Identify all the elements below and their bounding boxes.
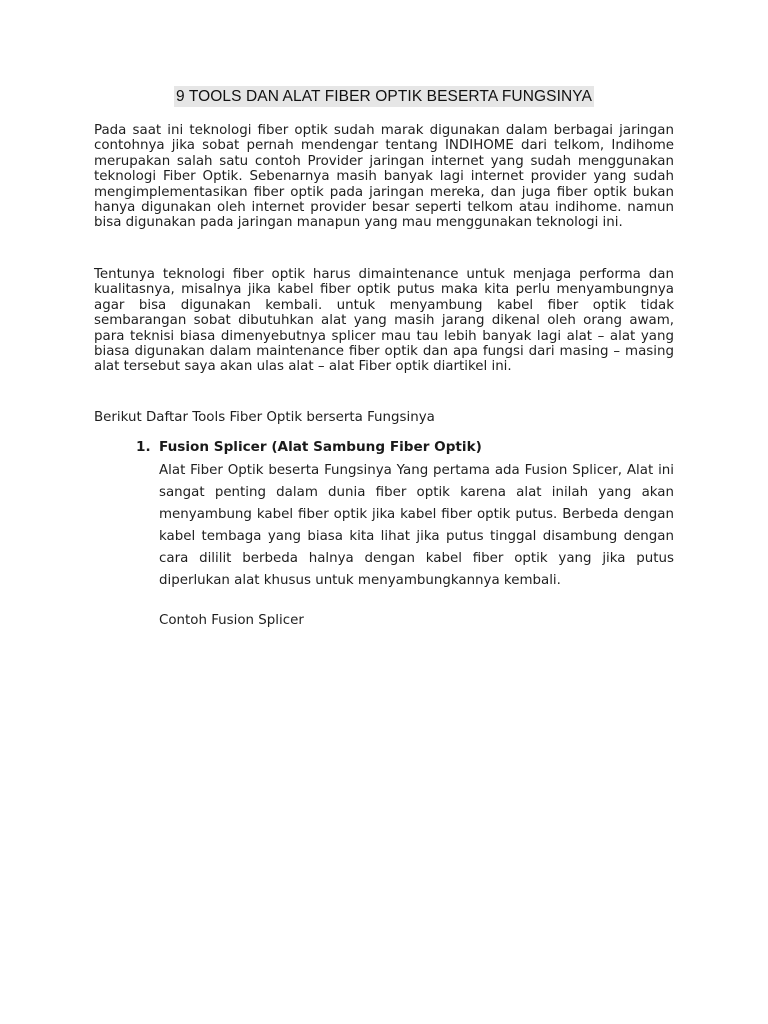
- title-container: [0, 86, 768, 107]
- list-item-description: Alat Fiber Optik beserta Fungsinya Yang pertama ada Fusion Splicer, Alat ini sangat penting dalam dunia fiber optik karena alat inilah yang akan menyambung kabel fiber optik jika kabel fiber optik putus. Berbeda dengan kabel tembaga yang biasa kita lihat jika putus tinggal disambung dengan cara dililit berbeda halnya dengan kabel fiber optik yang jika putus diperlukan alat khusus untuk menyambungkannya kembali.: [159, 463, 674, 588]
- list-intro: Berikut Daftar Tools Fiber Optik berserta Fungsinya: [94, 410, 435, 425]
- list-item-heading: Fusion Splicer (Alat Sambung Fiber Optik): [159, 439, 482, 455]
- intro-paragraph: Pada saat ini teknologi fiber optik sudah marak digunakan dalam berbagai jaringan contohnya jika sobat pernah mendengar tentang INDIHOME dari telkom, Indihome merupakan salah satu contoh Provider jaringan internet yang sudah menggunakan teknologi Fiber Optik. Sebenarnya masih banyak lagi internet provider yang sudah mengimplementasikan fiber optik pada jaringan mereka, dan juga fiber optik bukan hanya digunakan oleh internet provider besar seperti telkom atau indihome. namun bisa digunakan pada jaringan manapun yang mau menggunakan teknologi ini.: [94, 123, 674, 231]
- list-item-caption: Contoh Fusion Splicer: [159, 613, 304, 628]
- maintenance-paragraph: Tentunya teknologi fiber optik harus dimaintenance untuk menjaga performa dan kualitasnya, misalnya jika kabel fiber optik putus maka kita perlu menyambungnya agar bisa digunakan kembali. untuk menyambung kabel fiber optik tidak sembarangan sobat dibutuhkan alat yang masih jarang dikenal oleh orang awam, para teknisi biasa dimenyebutnya splicer mau tau lebih banyak lagi alat – alat yang biasa digunakan dalam maintenance fiber optik dan apa fungsi dari masing – masing alat tersebut saya akan ulas alat – alat Fiber optik diartikel ini.: [94, 267, 674, 375]
- list-item-number: 1.: [136, 439, 151, 455]
- document-title: 9 TOOLS DAN ALAT FIBER OPTIK BESERTA FUNGSINYA: [175, 88, 593, 105]
